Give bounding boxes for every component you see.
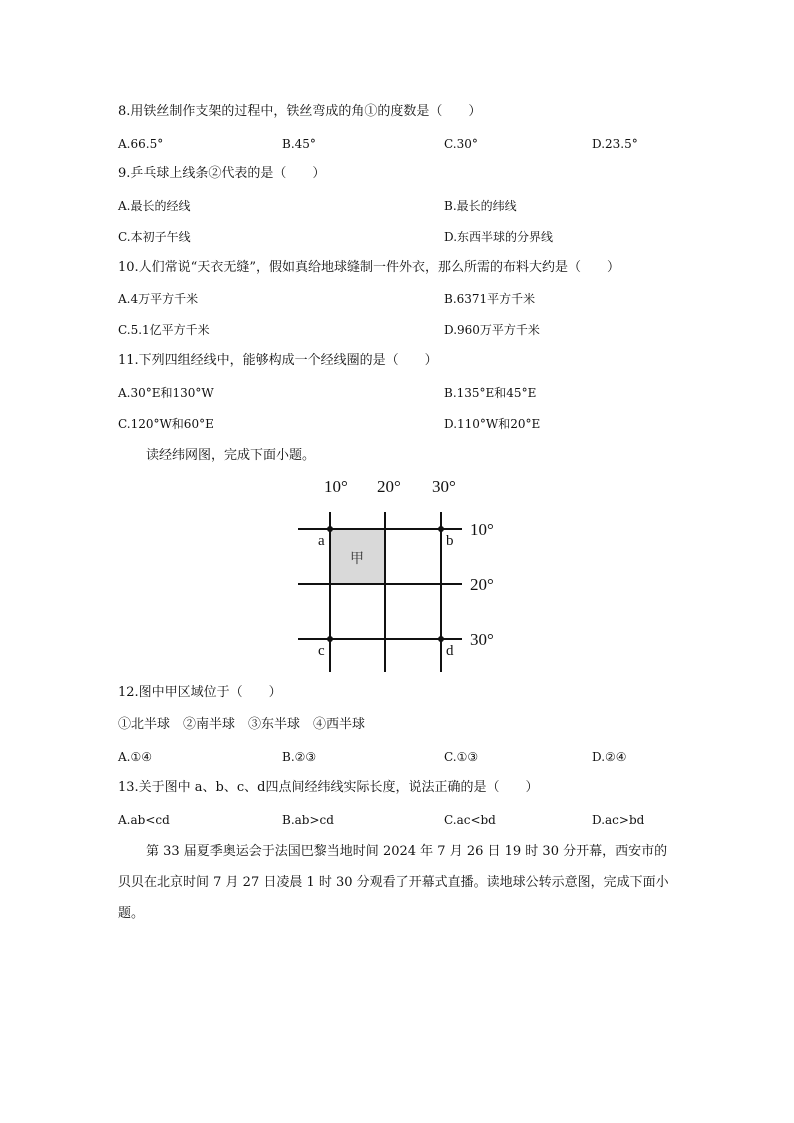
q12-option-d: D.②④	[592, 750, 627, 764]
q9-option-c: C.本初子午线	[118, 230, 191, 244]
point-b-label: b	[446, 533, 454, 549]
top-label-10: 10°	[324, 477, 348, 496]
q9-option-b: B.最长的纬线	[444, 199, 517, 213]
q8-option-a: A.66.5°	[118, 137, 164, 151]
q13-option-b: B.ab>cd	[282, 813, 334, 827]
passage-olympics: 第 33 届夏季奥运会于法国巴黎当地时间 2024 年 7 月 26 日 19 时 30 分开幕，西安市的贝贝在北京时间 7 月 27 日凌晨 1 时 30 分观看了开幕式直播。读地球公转示意图，完成下面小题。	[118, 844, 669, 921]
point-d-marker	[438, 636, 444, 642]
q9-option-a: A.最长的经线	[118, 199, 191, 213]
q10-option-d: D.960万平方千米	[444, 323, 540, 337]
q8-option-c: C.30°	[444, 137, 478, 151]
q13-option-d: D.ac>bd	[592, 813, 645, 827]
q11-option-a: A.30°E和130°W	[118, 386, 214, 400]
q13-option-a: A.ab<cd	[118, 813, 170, 827]
question-9-stem: 9.乒乓球上线条②代表的是（ ）	[118, 166, 326, 181]
q11-option-c: C.120°W和60°E	[118, 417, 214, 431]
q8-option-d: D.23.5°	[592, 137, 638, 151]
right-label-30: 30°	[470, 630, 494, 649]
q13-option-c: C.ac<bd	[444, 813, 496, 827]
point-b-marker	[438, 526, 444, 532]
q10-option-c: C.5.1亿平方千米	[118, 323, 210, 337]
question-8-stem: 8.用铁丝制作支架的过程中，铁丝弯成的角①的度数是（ ）	[118, 104, 482, 119]
question-12-stem: 12.图中甲区域位于（ ）	[118, 685, 282, 700]
q8-option-b: B.45°	[282, 137, 316, 151]
right-label-20: 20°	[470, 575, 494, 594]
top-label-30: 30°	[432, 477, 456, 496]
q9-option-d: D.东西半球的分界线	[444, 230, 554, 244]
top-label-20: 20°	[377, 477, 401, 496]
question-11-stem: 11.下列四组经线中，能够构成一个经线圈的是（ ）	[118, 353, 438, 368]
q10-option-a: A.4万平方千米	[118, 292, 199, 306]
q12-option-a: A.①④	[118, 750, 152, 764]
point-d-label: d	[446, 643, 454, 659]
q11-option-d: D.110°W和20°E	[444, 417, 541, 431]
point-a-label: a	[318, 533, 325, 549]
q12-option-c: C.①③	[444, 750, 479, 764]
question-13-stem: 13.关于图中 a、b、c、d四点间经纬线实际长度，说法正确的是（ ）	[118, 780, 539, 795]
region-jia-label: 甲	[350, 551, 364, 567]
lat-long-grid-figure	[290, 472, 550, 672]
q11-option-b: B.135°E和45°E	[444, 386, 537, 400]
q12-option-b: B.②③	[282, 750, 317, 764]
point-c-label: c	[318, 643, 325, 659]
q10-option-b: B.6371平方千米	[444, 292, 536, 306]
point-a-marker	[327, 526, 333, 532]
question-10-stem: 10.人们常说“天衣无缝”，假如真给地球缝制一件外衣，那么所需的布料大约是（ ）	[118, 260, 620, 275]
right-label-10: 10°	[470, 520, 494, 539]
point-c-marker	[327, 636, 333, 642]
figure-intro: 读经纬网图，完成下面小题。	[146, 448, 316, 463]
question-12-choices: ①北半球 ②南半球 ③东半球 ④西半球	[118, 717, 366, 732]
